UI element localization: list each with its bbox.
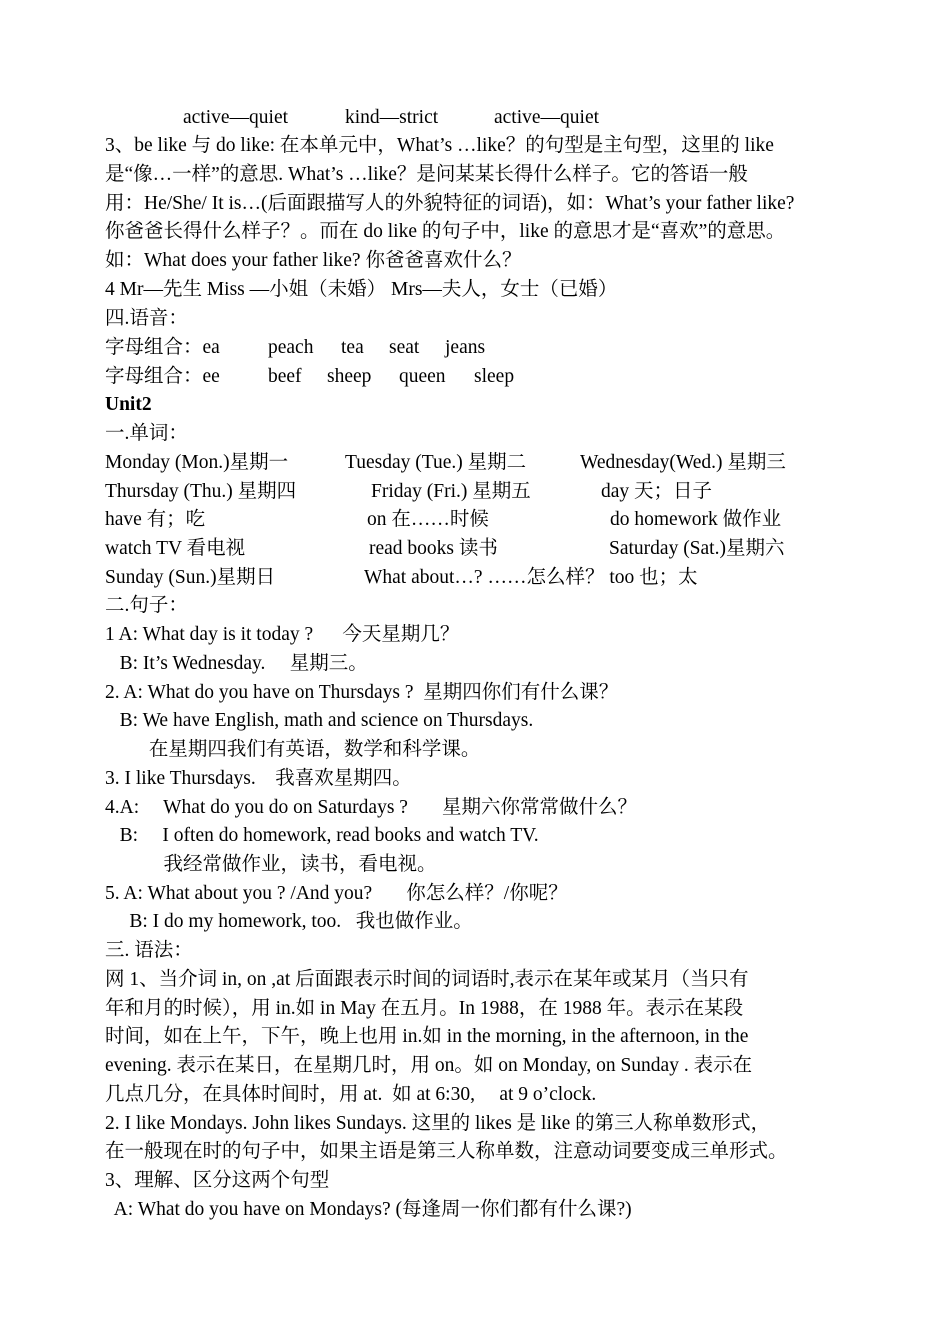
sentence-line: 1 A: What day is it today ? 今天星期几？ bbox=[105, 624, 460, 645]
phonics-word: sleep bbox=[474, 366, 515, 387]
vocab-item: Monday (Mon.)星期一 bbox=[105, 452, 289, 473]
sentences-heading: 二.句子： bbox=[105, 595, 188, 616]
vocab-item: watch TV 看电视 bbox=[105, 538, 246, 559]
sentence-line: 在星期四我们有英语，数学和科学课。 bbox=[105, 739, 481, 760]
grammar-line: 在一般现在时的句子中，如果主语是第三人称单数，注意动词要变成三单形式。 bbox=[105, 1141, 788, 1162]
vocab-item: have 有；吃 bbox=[105, 509, 206, 530]
phonics-word: beef bbox=[268, 366, 302, 387]
grammar3-line-2: 是“像…一样”的意思. What’s …like？是问某某长得什么样子。它的答语一般 bbox=[105, 164, 748, 185]
phonics-heading: 四.语音： bbox=[105, 308, 188, 329]
grammar3-line-3: 用：He/She/ It is…(后面跟描写人的外貌特征的词语)，如：What’s your father like? bbox=[105, 193, 795, 214]
vocab-item: Friday (Fri.) 星期五 bbox=[371, 481, 531, 502]
phonics-word: queen bbox=[399, 366, 446, 387]
sentence-line: 我经常做作业，读书，看电视。 bbox=[105, 854, 437, 875]
grammar4-line: 4 Mr—先生 Miss —小姐（未婚） Mrs—夫人，女士（已婚） bbox=[105, 279, 618, 300]
grammar-line: evening. 表示在某日，在星期几时，用 on。如 on Monday, on Sunday . 表示在 bbox=[105, 1055, 753, 1076]
sentence-line: 3. I like Thursdays. 我喜欢星期四。 bbox=[105, 768, 412, 789]
vocab-item: Saturday (Sat.)星期六 bbox=[609, 538, 785, 559]
vocab-item: Thursday (Thu.) 星期四 bbox=[105, 481, 297, 502]
grammar-line: 网 1、当介词 in, on ,at 后面跟表示时间的词语时,表示在某年或某月（当只有 bbox=[105, 969, 749, 990]
grammar-heading: 三. 语法： bbox=[105, 940, 193, 961]
sentence-line: B: I often do homework, read books and watch TV. bbox=[105, 825, 539, 846]
vocab-item: What about…? ……怎么样？ too 也；太 bbox=[364, 567, 698, 588]
antonym-pair-1: active—quiet bbox=[183, 107, 289, 128]
antonym-pair-3: active—quiet bbox=[494, 107, 600, 128]
vocab-item: Sunday (Sun.)星期日 bbox=[105, 567, 276, 588]
vocab-item: do homework 做作业 bbox=[610, 509, 782, 530]
phonics-word: seat bbox=[389, 337, 420, 358]
vocab-item: Wednesday(Wed.) 星期三 bbox=[580, 452, 786, 473]
phonics-label-ea: 字母组合：ea bbox=[105, 337, 220, 358]
sentence-line: B: I do my homework, too. 我也做作业。 bbox=[105, 911, 473, 932]
phonics-word: tea bbox=[341, 337, 364, 358]
grammar-line: 2. I like Mondays. John likes Sundays. 这里的 likes 是 like 的第三人称单数形式， bbox=[105, 1113, 771, 1134]
sentence-line: 5. A: What about you ? /And you? 你怎么样？/你呢？ bbox=[105, 883, 568, 904]
grammar3-line-1: 3、be like 与 do like: 在本单元中，What’s …like？的句型是主句型，这里的 like bbox=[105, 135, 774, 156]
phonics-word: sheep bbox=[327, 366, 372, 387]
vocab-item: read books 读书 bbox=[369, 538, 498, 559]
grammar3-line-5: 如：What does your father like? 你爸爸喜欢什么？ bbox=[105, 250, 522, 271]
grammar-line: 3、理解、区分这两个句型 bbox=[105, 1170, 330, 1191]
grammar-line: A: What do you have on Mondays? (每逢周一你们都有什么课?) bbox=[105, 1199, 632, 1220]
grammar-line: 几点几分，在具体时间时，用 at. 如 at 6:30, at 9 o’clock. bbox=[105, 1084, 597, 1105]
sentence-line: 2. A: What do you have on Thursdays ? 星期四你们有什么课？ bbox=[105, 682, 619, 703]
vocab-item: Tuesday (Tue.) 星期二 bbox=[345, 452, 527, 473]
phonics-label-ee: 字母组合：ee bbox=[105, 366, 220, 387]
unit-title: Unit2 bbox=[105, 394, 152, 415]
sentence-line: 4.A: What do you do on Saturdays ? 星期六你常常做什么？ bbox=[105, 797, 638, 818]
sentence-line: B: We have English, math and science on Thursdays. bbox=[105, 710, 534, 731]
vocab-heading: 一.单词： bbox=[105, 423, 188, 444]
grammar-line: 时间，如在上午，下午，晚上也用 in.如 in the morning, in the afternoon, in the bbox=[105, 1026, 749, 1047]
phonics-word: peach bbox=[268, 337, 314, 358]
grammar-line: 年和月的时候），用 in.如 in May 在五月。In 1988，在 1988 年。表示在某段 bbox=[105, 998, 744, 1019]
phonics-word: jeans bbox=[445, 337, 486, 358]
vocab-item: on 在……时候 bbox=[367, 509, 489, 530]
vocab-item: day 天；日子 bbox=[601, 481, 713, 502]
grammar3-line-4: 你爸爸长得什么样子？。而在 do like 的句子中，like 的意思才是“喜欢”的意思。 bbox=[105, 221, 786, 242]
antonym-pair-2: kind—strict bbox=[345, 107, 439, 128]
sentence-line: B: It’s Wednesday. 星期三。 bbox=[105, 653, 368, 674]
